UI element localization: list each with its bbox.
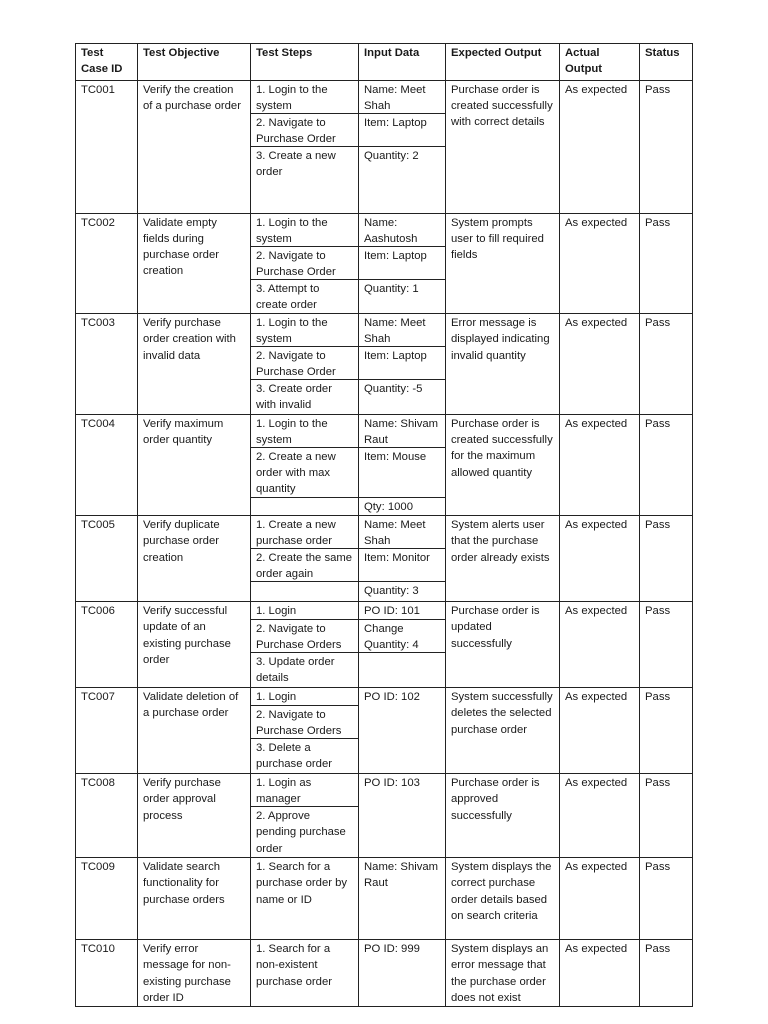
input-item: Name: Aashutosh — [359, 214, 445, 247]
test-step: 3. Update order details — [256, 656, 335, 685]
test-steps — [251, 80, 359, 213]
table-row — [76, 516, 693, 602]
test-steps — [251, 213, 359, 314]
test-case-id: TC002 — [76, 213, 138, 314]
test-step: 2. Navigate to Purchase Order — [251, 114, 358, 147]
test-steps — [251, 688, 359, 774]
test-step: 1. Login — [251, 688, 358, 706]
test-objective: Validate empty fields during purchase order creation — [138, 213, 251, 314]
test-step: 1. Search for a non-existent purchase order — [256, 942, 332, 988]
test-step: 2. Navigate to Purchase Orders — [251, 620, 358, 653]
test-case-table — [75, 43, 693, 1007]
actual-output: As expected — [560, 314, 640, 415]
table-row — [76, 414, 693, 515]
test-step: 1. Create a new purchase order — [251, 516, 358, 549]
test-objective: Verify error message for non-existing purchase order ID — [138, 939, 251, 1006]
input-data — [359, 857, 446, 939]
expected-output: System alerts user that the purchase order already exists — [446, 516, 560, 602]
test-step: 1. Login to the system — [251, 314, 358, 347]
header-input-data: Input Data — [359, 44, 446, 81]
test-step — [251, 498, 358, 515]
actual-output: As expected — [560, 939, 640, 1006]
expected-output: System prompts user to fill required fields — [446, 213, 560, 314]
input-data — [359, 213, 446, 314]
actual-output: As expected — [560, 213, 640, 314]
document-page — [75, 43, 692, 1007]
test-step: 2. Create the same order again — [251, 549, 358, 582]
input-item: Change Quantity: 4 — [359, 620, 445, 653]
test-objective: Verify the creation of a purchase order — [138, 80, 251, 213]
table-row — [76, 213, 693, 314]
input-item: Item: Monitor — [359, 549, 445, 582]
table-header-row — [76, 44, 693, 81]
input-item: PO ID: 103 — [364, 777, 420, 790]
header-status: Status — [640, 44, 693, 81]
status: Pass — [640, 602, 693, 688]
test-steps — [251, 939, 359, 1006]
test-steps — [251, 314, 359, 415]
table-row — [76, 688, 693, 774]
test-steps — [251, 516, 359, 602]
expected-output: Purchase order is created successfully with correct details — [446, 80, 560, 213]
input-data — [359, 414, 446, 515]
input-item: Name: Meet Shah — [359, 516, 445, 549]
input-item: PO ID: 999 — [364, 942, 420, 955]
input-item: Item: Laptop — [359, 347, 445, 380]
input-data — [359, 314, 446, 415]
actual-output: As expected — [560, 774, 640, 858]
test-step: 3. Delete a purchase order — [256, 742, 332, 771]
expected-output: System successfully deletes the selected purchase order — [446, 688, 560, 774]
actual-output: As expected — [560, 414, 640, 515]
test-step: 2. Navigate to Purchase Orders — [251, 706, 358, 739]
input-item: Quantity: 1 — [364, 282, 419, 295]
actual-output: As expected — [560, 80, 640, 213]
test-objective: Verify successful update of an existing purchase order — [138, 602, 251, 688]
test-step: 2. Approve pending purchase order — [256, 810, 346, 855]
test-step: 1. Login to the system — [251, 81, 358, 114]
input-item: Qty: 1000 — [364, 500, 413, 513]
table-row — [76, 774, 693, 858]
status: Pass — [640, 939, 693, 1006]
header-expected-output: Expected Output — [446, 44, 560, 81]
input-item: Item: Laptop — [359, 247, 445, 280]
status: Pass — [640, 516, 693, 602]
expected-output: Purchase order is updated successfully — [446, 602, 560, 688]
header-test-case-id: Test Case ID — [76, 44, 138, 81]
test-step: 1. Search for a purchase order by name or ID — [256, 860, 348, 906]
input-item: Name: Shivam Raut — [364, 860, 439, 890]
input-item: Quantity: 3 — [364, 585, 419, 598]
test-steps — [251, 774, 359, 858]
test-case-id: TC006 — [76, 602, 138, 688]
actual-output: As expected — [560, 688, 640, 774]
header-test-objective: Test Objective — [138, 44, 251, 81]
expected-output: Purchase order is created successfully for the maximum allowed quantity — [446, 414, 560, 515]
test-step: 3. Attempt to create order — [256, 282, 320, 311]
input-item: Name: Shivam Raut — [359, 415, 445, 448]
test-case-id: TC004 — [76, 414, 138, 515]
test-step: 2. Navigate to Purchase Order — [251, 347, 358, 380]
header-actual-output: Actual Output — [560, 44, 640, 81]
input-item: Name: Meet Shah — [359, 314, 445, 347]
input-data — [359, 80, 446, 213]
table-row — [76, 80, 693, 213]
input-item: PO ID: 102 — [364, 691, 420, 704]
test-objective: Validate deletion of a purchase order — [138, 688, 251, 774]
input-item — [359, 653, 445, 687]
test-steps — [251, 602, 359, 688]
input-item: Quantity: 2 — [364, 149, 419, 162]
table-row — [76, 602, 693, 688]
status: Pass — [640, 80, 693, 213]
expected-output: System displays the correct purchase order details based on search criteria — [446, 857, 560, 939]
test-objective: Verify purchase order creation with invalid data — [138, 314, 251, 415]
test-step: 3. Create order with invalid — [256, 383, 332, 412]
input-data — [359, 688, 446, 774]
test-step: 3. Create a new order — [256, 149, 336, 178]
expected-output: Error message is displayed indicating invalid quantity — [446, 314, 560, 415]
input-data — [359, 939, 446, 1006]
status: Pass — [640, 774, 693, 858]
test-step: 1. Login to the system — [251, 415, 358, 448]
test-objective: Validate search functionality for purchase orders — [138, 857, 251, 939]
test-case-id: TC007 — [76, 688, 138, 774]
input-data — [359, 516, 446, 602]
test-step: 1. Login to the system — [251, 214, 358, 247]
actual-output: As expected — [560, 857, 640, 939]
test-case-id: TC001 — [76, 80, 138, 213]
table-row — [76, 857, 693, 939]
actual-output: As expected — [560, 602, 640, 688]
input-item: Name: Meet Shah — [359, 81, 445, 114]
table-row — [76, 314, 693, 415]
input-data — [359, 774, 446, 858]
status: Pass — [640, 213, 693, 314]
status: Pass — [640, 414, 693, 515]
header-test-steps: Test Steps — [251, 44, 359, 81]
test-step: 2. Create a new order with max quantity — [251, 448, 358, 498]
test-step: 1. Login as manager — [251, 774, 358, 807]
input-item: Item: Mouse — [359, 448, 445, 498]
input-item: Quantity: -5 — [364, 383, 423, 396]
test-objective: Verify duplicate purchase order creation — [138, 516, 251, 602]
test-case-id: TC003 — [76, 314, 138, 415]
table-row — [76, 939, 693, 1006]
status: Pass — [640, 688, 693, 774]
input-item: Item: Laptop — [359, 114, 445, 147]
test-steps — [251, 857, 359, 939]
test-case-id: TC010 — [76, 939, 138, 1006]
status: Pass — [640, 857, 693, 939]
input-data — [359, 602, 446, 688]
test-objective: Verify purchase order approval process — [138, 774, 251, 858]
test-case-id: TC008 — [76, 774, 138, 858]
test-case-id: TC005 — [76, 516, 138, 602]
expected-output: System displays an error message that the purchase order does not exist — [446, 939, 560, 1006]
test-step: 1. Login — [251, 602, 358, 620]
test-case-id: TC009 — [76, 857, 138, 939]
test-step — [251, 582, 358, 601]
status: Pass — [640, 314, 693, 415]
input-item: PO ID: 101 — [359, 602, 445, 620]
actual-output: As expected — [560, 516, 640, 602]
test-objective: Verify maximum order quantity — [138, 414, 251, 515]
test-steps — [251, 414, 359, 515]
expected-output: Purchase order is approved successfully — [446, 774, 560, 858]
test-step: 2. Navigate to Purchase Order — [251, 247, 358, 280]
